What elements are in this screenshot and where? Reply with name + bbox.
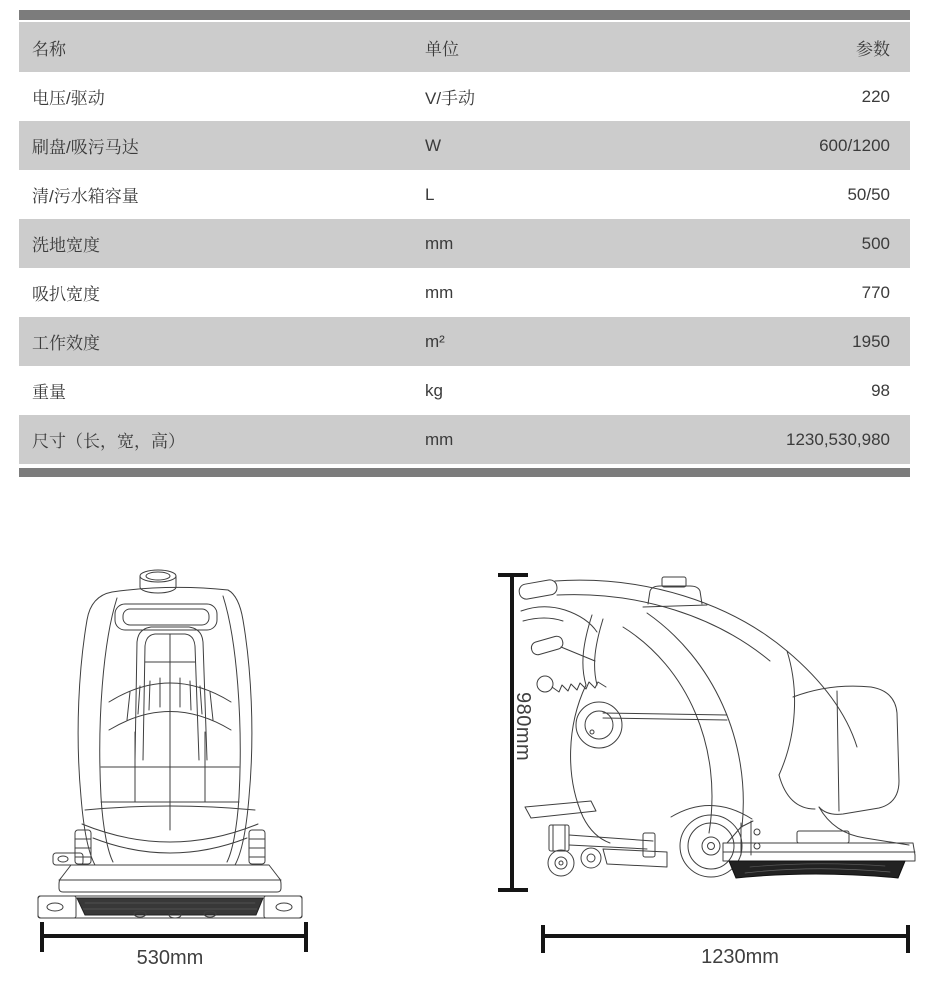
front-width-dimension-label: 530mm [136, 947, 204, 969]
table-row [19, 317, 910, 366]
spec-unit-cell: mm [425, 233, 454, 253]
spec-table [19, 10, 910, 477]
spec-name-cell: 电压/驱动 [32, 89, 105, 108]
side-height-dimension-label: 980mm [512, 692, 534, 762]
spec-value-cell: 98 [871, 380, 890, 400]
table-row [19, 72, 910, 121]
spec-unit-cell: L [425, 184, 435, 204]
spec-value-cell: 1950 [852, 331, 890, 351]
front-view-drawing [25, 562, 315, 962]
table-row [19, 219, 910, 268]
table-bottom-divider-bar [19, 468, 910, 477]
spec-value-cell: 50/50 [847, 184, 890, 204]
header-value: 参数 [856, 39, 890, 59]
spec-name-cell: 工作效度 [32, 334, 100, 353]
spec-name-cell: 清/污水箱容量 [32, 187, 139, 206]
spec-unit-cell: mm [425, 282, 454, 302]
table-row [19, 268, 910, 317]
table-header-row [19, 22, 910, 72]
table-top-divider-bar [19, 10, 910, 20]
table-row [19, 121, 910, 170]
spec-unit-cell: m² [425, 331, 445, 351]
header-unit: 单位 [425, 39, 459, 59]
spec-unit-cell: V/手动 [425, 89, 476, 108]
spec-value-cell: 770 [861, 282, 890, 302]
table-row [19, 415, 910, 464]
table-row [19, 170, 910, 219]
spec-value-cell: 600/1200 [819, 135, 890, 155]
side-view-drawing [495, 555, 925, 975]
spec-unit-cell: kg [425, 380, 443, 400]
spec-name-cell: 吸扒宽度 [32, 285, 100, 304]
spec-name-cell: 洗地宽度 [32, 236, 100, 255]
spec-name-cell: 尺寸（长，宽，高） [32, 432, 185, 451]
table-body [19, 72, 910, 464]
side-length-dimension-label: 1230mm [701, 946, 779, 968]
spec-value-cell: 220 [861, 86, 890, 106]
spec-name-cell: 刷盘/吸污马达 [32, 138, 139, 157]
spec-unit-cell: W [425, 135, 442, 155]
spec-value-cell: 1230,530,980 [786, 429, 890, 449]
header-name: 名称 [32, 39, 66, 59]
spec-value-cell: 500 [861, 233, 890, 253]
spec-name-cell: 重量 [32, 383, 66, 402]
table-row [19, 366, 910, 415]
spec-unit-cell: mm [425, 429, 454, 449]
